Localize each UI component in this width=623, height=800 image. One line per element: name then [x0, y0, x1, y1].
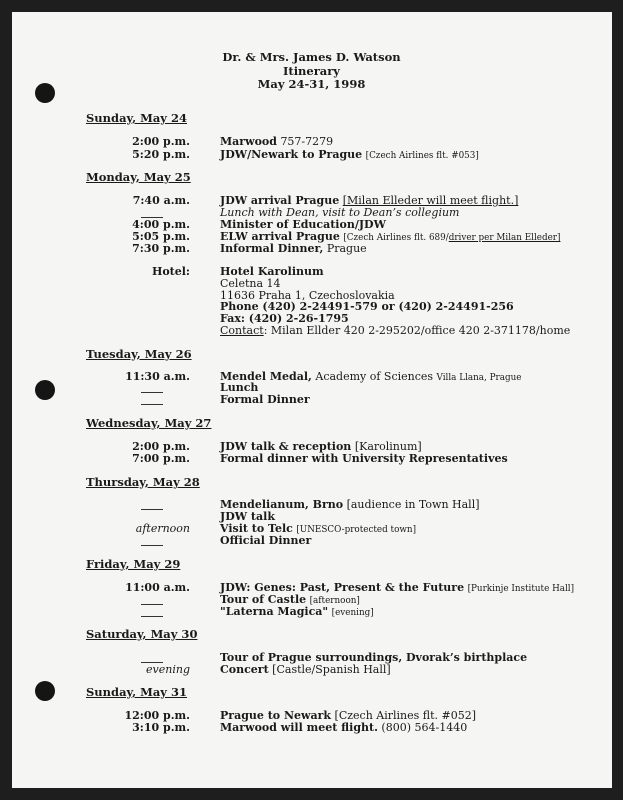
- day-heading: Tuesday, May 26: [86, 347, 192, 361]
- hotel-label: Hotel:: [151, 265, 190, 278]
- blank-time-line: [141, 545, 163, 546]
- entry: Visit to Telc [UNESCO-protected town]: [220, 522, 417, 535]
- hotel-phone: Phone (420) 2-24491-579 or (420) 2-24491-256: [220, 300, 514, 313]
- entry-time: 7:30 p.m.: [132, 242, 190, 255]
- entry-time: 7:00 p.m.: [132, 452, 190, 465]
- entry-time: 7:40 a.m.: [132, 194, 190, 207]
- entry-note: Lunch with Dean, visit to Dean’s collegium: [220, 206, 460, 219]
- blank-time-line: [141, 509, 163, 510]
- entry-time: 2:00 p.m.: [132, 440, 190, 453]
- day-heading: Monday, May 25: [86, 170, 191, 184]
- punch-hole: [35, 380, 55, 400]
- day-heading: Saturday, May 30: [86, 627, 198, 641]
- blank-time-line: [141, 604, 163, 605]
- hotel-contact: Contact: Milan Ellder 420 2-295202/office 420 2-371178/home: [220, 324, 571, 337]
- entry: JDW arrival Prague [Milan Elleder will meet flight.]: [220, 194, 519, 207]
- punch-hole: [35, 681, 55, 701]
- entry: Formal Dinner: [220, 393, 310, 406]
- entry: Mendel Medal, Academy of Sciences Villa Llana, Prague: [220, 370, 522, 383]
- entry: Tour of Castle [afternoon]: [220, 593, 360, 606]
- entry-time: 3:10 p.m.: [132, 721, 190, 734]
- day-heading: Sunday, May 31: [86, 685, 187, 699]
- day-heading: Sunday, May 24: [86, 111, 187, 125]
- entry-time: 11:30 a.m.: [125, 370, 190, 383]
- doc-subtitle: Itinerary: [283, 64, 340, 78]
- entry: Tour of Prague surroundings, Dvorak’s birthplace: [220, 651, 528, 664]
- entry: JDW talk: [220, 510, 275, 523]
- entry-time: 5:20 p.m.: [132, 148, 190, 161]
- hotel-fax: Fax: (420) 2-26-1795: [220, 312, 349, 325]
- day-heading: Wednesday, May 27: [86, 416, 212, 430]
- doc-date-range: May 24-31, 1998: [257, 77, 366, 91]
- blank-time-line: [141, 616, 163, 617]
- entry: "Laterna Magica" [evening]: [220, 605, 374, 618]
- entry: Minister of Education/JDW: [220, 218, 386, 231]
- entry: Informal Dinner, Prague: [220, 242, 367, 255]
- doc-title: Dr. & Mrs. James D. Watson: [222, 50, 401, 64]
- entry: Prague to Newark [Czech Airlines flt. #052]: [220, 709, 477, 722]
- entry: JDW talk & reception [Karolinum]: [220, 440, 422, 453]
- entry: JDW/Newark to Prague [Czech Airlines flt. #053]: [220, 148, 479, 161]
- entry-time: 5:05 p.m.: [132, 230, 190, 243]
- entry: Marwood will meet flight. (800) 564-1440: [220, 721, 468, 734]
- entry: Lunch: [220, 381, 259, 394]
- entry: JDW: Genes: Past, Present & the Future [Purkinje Institute Hall]: [220, 581, 575, 594]
- entry: Mendelianum, Brno [audience in Town Hall]: [220, 498, 480, 511]
- blank-time-line: [141, 392, 163, 393]
- entry: Concert [Castle/Spanish Hall]: [220, 663, 391, 676]
- entry-time: evening: [146, 663, 190, 676]
- entry-time: 12:00 p.m.: [124, 709, 190, 722]
- entry-time: 2:00 p.m.: [132, 135, 190, 148]
- entry-time: afternoon: [135, 522, 190, 535]
- entry: Official Dinner: [220, 534, 312, 547]
- day-heading: Friday, May 29: [86, 557, 181, 571]
- hotel-name: Hotel Karolinum: [220, 265, 324, 278]
- entry: Marwood 757-7279: [220, 135, 334, 148]
- entry-time: 4:00 p.m.: [132, 218, 190, 231]
- blank-time-line: [141, 404, 163, 405]
- hotel-city: 11636 Praha 1, Czechoslovakia: [220, 289, 395, 302]
- entry: ELW arrival Prague [Czech Airlines flt. 689/driver per Milan Elleder]: [220, 230, 561, 243]
- entry-time: 11:00 a.m.: [125, 581, 190, 594]
- day-heading: Thursday, May 28: [86, 475, 200, 489]
- entry: Formal dinner with University Representatives: [220, 452, 508, 465]
- hotel-address: Celetna 14: [220, 277, 281, 290]
